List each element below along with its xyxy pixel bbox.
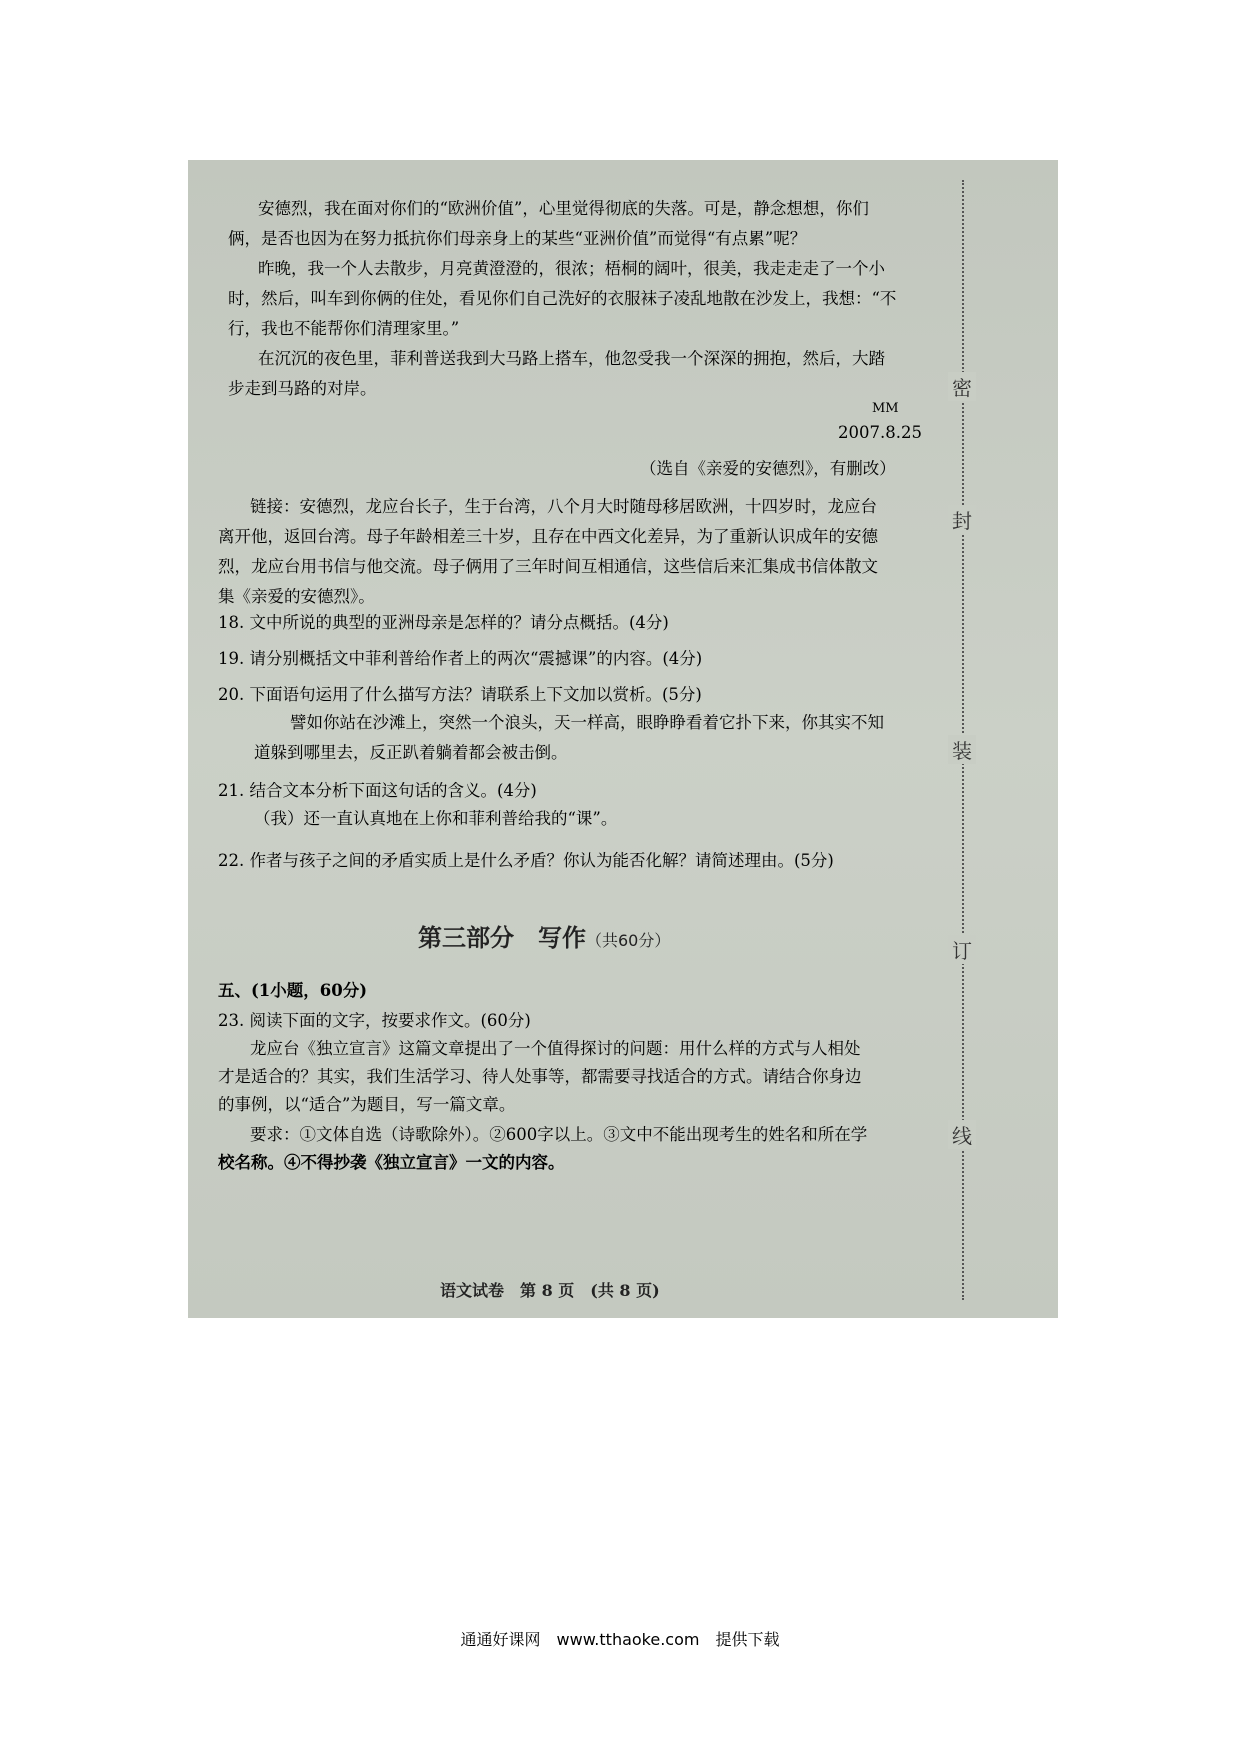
- letter-line: 步走到马路的对岸。: [228, 379, 377, 398]
- question-21: 21. 结合文本分析下面这句话的含义。(4分): [218, 781, 537, 800]
- question-21-quote: （我）还一直认真地在上你和菲利普给我的“课”。: [254, 809, 618, 828]
- question-19: 19. 请分别概括文中菲利普给作者上的两次“震撼课”的内容。(4分): [218, 649, 703, 668]
- link-line: 离开他，返回台湾。母子年龄相差三十岁，且存在中西文化差异，为了重新认识成年的安德: [218, 527, 878, 546]
- letter-line: 安德烈，我在面对你们的“欧洲价值”，心里觉得彻底的失落。可是，静念想想，你们: [258, 199, 869, 218]
- seal-char-xian: 线: [948, 1120, 976, 1149]
- requirement-line: 校名称。④不得抄袭《独立宣言》一文的内容。: [218, 1153, 565, 1172]
- prompt-line: 的事例，以“适合”为题目，写一篇文章。: [218, 1095, 516, 1114]
- section-five: 五、(1小题，60分): [218, 981, 368, 1000]
- letter-line: 俩，是否也因为在努力抵抗你们母亲身上的某些“亚洲价值”而觉得“有点累”呢？: [228, 229, 807, 248]
- requirement-line: 要求：①文体自选（诗歌除外）。②600字以上。③文中不能出现考生的姓名和所在学: [250, 1125, 868, 1144]
- question-22: 22. 作者与孩子之间的矛盾实质上是什么矛盾？你认为能否化解？请简述理由。(5分): [218, 851, 834, 870]
- question-20-quote: 譬如你站在沙滩上，突然一个浪头，天一样高，眼睁睁看着它扑下来，你其实不知: [290, 713, 884, 732]
- prompt-line: 龙应台《独立宣言》这篇文章提出了一个值得探讨的问题：用什么样的方式与人相处: [250, 1039, 861, 1058]
- letter-line: 在沉沉的夜色里，菲利普送我到大马路上搭车，他忽受我一个深深的拥抱，然后，大踏: [258, 349, 885, 368]
- seal-char-zhuang: 装: [948, 735, 976, 764]
- question-18: 18. 文中所说的典型的亚洲母亲是怎样的？请分点概括。(4分): [218, 613, 669, 632]
- seal-char-feng: 封: [948, 505, 976, 534]
- link-line: 集《亲爱的安德烈》。: [218, 587, 375, 606]
- page-footer: 语文试卷 第 8 页 (共 8 页): [440, 1281, 660, 1300]
- seal-char-ding: 订: [948, 935, 976, 964]
- link-line: 烈，龙应台用书信与他交流。母子俩用了三年时间互相通信，这些信后来汇集成书信体散文: [218, 557, 878, 576]
- seal-char-mi: 密: [948, 372, 976, 401]
- prompt-line: 才是适合的？其实，我们生活学习、待人处事等，都需要寻找适合的方式。请结合你身边: [218, 1067, 862, 1086]
- question-20: 20. 下面语句运用了什么描写方法？请联系上下文加以赏析。(5分): [218, 685, 702, 704]
- letter-line: 昨晚，我一个人去散步，月亮黄澄澄的，很浓；梧桐的阔叶，很美，我走走走了一个小: [258, 259, 885, 278]
- letter-line: 行，我也不能帮你们清理家里。”: [228, 319, 460, 338]
- letter-source: （选自《亲爱的安德烈》，有删改）: [640, 459, 896, 478]
- question-20-quote: 道躲到哪里去，反正趴着躺着都会被击倒。: [254, 743, 568, 762]
- letter-signature: MM: [872, 401, 899, 416]
- download-credit: 通通好课网 www.tthaoke.com 提供下载: [460, 1630, 780, 1649]
- letter-date: 2007.8.25: [838, 423, 922, 442]
- link-line: 链接：安德烈，龙应台长子，生于台湾，八个月大时随母移居欧洲，十四岁时，龙应台: [250, 497, 877, 516]
- part3-title: 第三部分 写作: [418, 924, 586, 952]
- letter-line: 时，然后，叫车到你俩的住处，看见你们自己洗好的衣服袜子凌乱地散在沙发上，我想：“不: [228, 289, 897, 308]
- question-23: 23. 阅读下面的文字，按要求作文。(60分): [218, 1011, 531, 1030]
- part3-title-sub: （共60分）: [586, 931, 671, 950]
- part3-heading: [418, 918, 670, 953]
